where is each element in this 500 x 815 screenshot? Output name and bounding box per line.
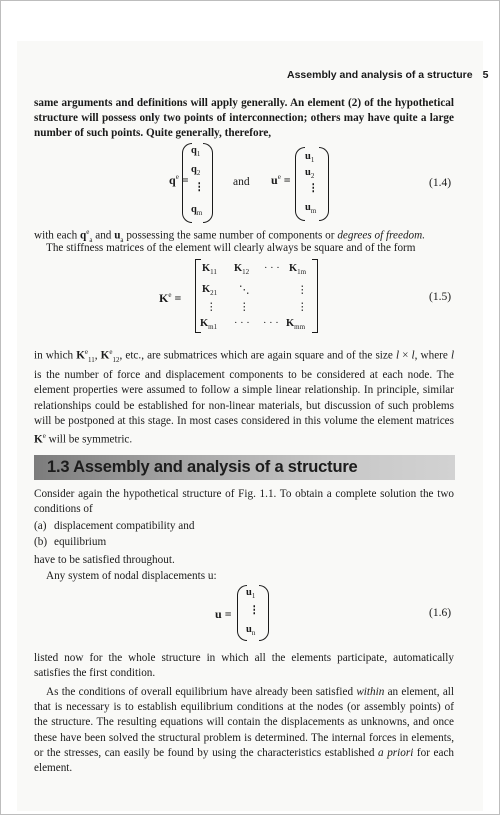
u-vector-dots: ⋮ — [249, 605, 260, 616]
section-heading: 1.3 Assembly and analysis of a structure — [47, 458, 358, 476]
eq-q-lhs: $q^e$ = — [169, 173, 189, 187]
u-item-2: $u_2$ — [305, 167, 315, 181]
eq-k-lhs: $K^e$ = — [159, 291, 182, 305]
q-item-2: $q_2$ — [191, 164, 201, 178]
paragraph-4: in which $K^e_{11}$, $K^e_{12}$, etc., are submatrices which are again square and of the size l × l, where l is the number of force and displacement components to be considered at each node. The element properties were assumed to follow a simple linear relationship. In principle, similar relationships could be established for non-linear materials, but discussion of such problems will be postponed at this stage. In most cases considered in this volume the element matrices $K^e$ will be symmetric. — [34, 348, 455, 446]
k-row4-dots-1: · · · — [234, 318, 250, 329]
eq-u-vector-lhs: u = — [215, 607, 232, 621]
k-row3-vdots-2: ⋮ — [239, 302, 250, 313]
u-vector-brace-right — [259, 585, 269, 641]
equation-number-1-5: (1.5) — [429, 291, 452, 303]
k-m1: $K_{m1}$ — [200, 318, 218, 332]
k-row3-vdots-1: ⋮ — [206, 302, 217, 313]
k-row4-dots-2: · · · — [263, 318, 279, 329]
equation-number-1-4: (1.4) — [429, 177, 452, 189]
equation-number-1-6: (1.6) — [429, 607, 452, 619]
paragraph-2: with each $q^e_a$ and $u_a$ possessing the same number of components or degrees of freedom. — [34, 228, 426, 244]
paragraph-3: The stiffness matrices of the element will clearly always be square and of the form — [46, 242, 416, 254]
k-diag-dots: ⋱ — [239, 285, 250, 296]
list-item-a: (a) displacement compatibility and — [34, 520, 195, 532]
q-item-dots: ⋮ — [194, 182, 205, 193]
k-1m: $K_{1m}$ — [289, 263, 307, 277]
paragraph-8: listed now for the whole structure in which all the elements participate, automatically satisfies the first condition. — [34, 652, 454, 680]
q-item-1: $q_1$ — [191, 145, 201, 159]
paragraph-5: Consider again the hypothetical structure of Fig. 1.1. To obtain a complete solution the two conditions of — [34, 488, 454, 516]
running-head-title: Assembly and analysis of a structure — [287, 69, 473, 81]
u-vector-item-1: $u_1$ — [246, 587, 256, 601]
running-head — [287, 69, 488, 81]
eq-u-lhs: $u^e$ = — [271, 173, 291, 187]
k-21: $K_{21}$ — [202, 284, 218, 298]
paragraph-7: Any system of nodal displacements u: — [46, 570, 217, 582]
list-item-b: (b) equilibrium — [34, 536, 107, 548]
k-12: $K_{12}$ — [234, 263, 250, 277]
eq-and: and — [233, 176, 250, 188]
u-vector-item-n: $u_n$ — [246, 624, 256, 638]
k-mm: $K_{mm}$ — [286, 318, 306, 332]
k-row3-vdots-3: ⋮ — [297, 302, 308, 313]
u-item-dots: ⋮ — [308, 183, 319, 194]
u-item-1: $u_1$ — [305, 151, 315, 165]
paragraph-6: have to be satisfied throughout. — [34, 554, 175, 566]
q-item-m: $q_m$ — [191, 204, 203, 218]
page-number: 5 — [482, 69, 489, 81]
u-brace-left — [295, 147, 305, 221]
paragraph-9: As the conditions of overall equilibrium have already been satisfied within an element, all that is necessary is to establish equilibrium conditions at the nodes (or assembly points) of the structure. The resulting equations will contain the displacements as unknowns, and once these have been solved the structural problem is determined. The internal forces in elements, or the stresses, can easily be found by using the characteristics established a priori for each element. — [34, 686, 455, 775]
paragraph-1: same arguments and definitions will apply generally. An element (2) of the hypothetical structure will possess only two points of interconnection; others may have quite a large number of such points. Quite generally, therefore, — [34, 97, 454, 140]
k-bracket-right — [312, 259, 318, 333]
k-row1-dots: · · · — [264, 263, 280, 274]
k-11: $K_{11}$ — [202, 263, 217, 277]
u-item-m: $u_m$ — [305, 202, 317, 216]
k-row2-vdots: ⋮ — [297, 285, 308, 296]
u-brace-right — [319, 147, 329, 221]
